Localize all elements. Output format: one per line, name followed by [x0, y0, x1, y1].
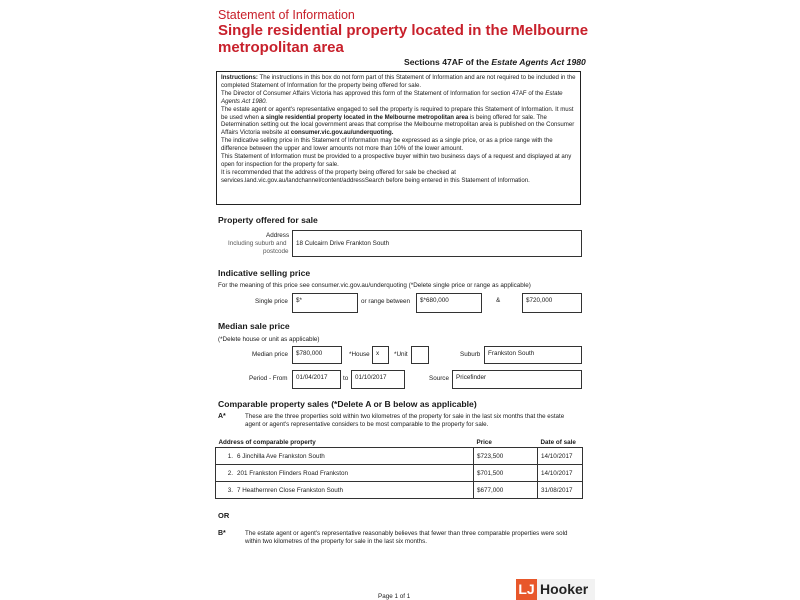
page-number: Page 1 of 1 [378, 593, 411, 600]
median-heading: Median sale price [218, 321, 290, 331]
sections-reference [404, 57, 586, 67]
single-price-label: Single price [255, 298, 288, 305]
median-price-label: Median price [252, 351, 289, 358]
instructions-label: Instructions: [221, 74, 258, 81]
instructions-p2 [221, 90, 576, 106]
comparable-address: 7 Heathernren Close Frankston South [237, 486, 344, 494]
col-address-header: Address of comparable property [218, 438, 316, 446]
row-number: 1. [227, 452, 233, 460]
indicative-note: For the meaning of this price see consumer.vic.gov.au/underquoting (*Delete single price or range as applicable) [218, 282, 531, 289]
sections-act: Estate Agents Act 1980 [491, 57, 586, 67]
table-row [216, 465, 583, 482]
period-label: Period - From [249, 375, 288, 382]
source-field[interactable]: Pricefinder [452, 370, 582, 389]
instructions-p1-text: The instructions in this box do not form part of this Statement of Information and are not required to be included in the completed Statement of Information for the property being offered for sale. [221, 74, 576, 89]
logo-mark: LJ [516, 579, 537, 600]
address-field[interactable]: 18 Culcairn Drive Frankton South [292, 230, 582, 257]
logo-name: Hooker [540, 581, 589, 597]
suburb-label: Suburb [460, 351, 481, 358]
comparable-table [215, 437, 583, 499]
period-from-field[interactable]: 01/04/2017 [292, 370, 341, 389]
col-date-header: Date of sale [540, 438, 576, 446]
range-low-field[interactable]: $*680,000 [416, 293, 482, 313]
or-label: OR [218, 511, 230, 520]
comparable-address: 6 Jinchilla Ave Frankston South [237, 452, 325, 460]
option-a-text: These are the three properties sold within two kilometres of the property for sale in the last six months that the estate agent or agent's representative considers to be most comparable to the property for sale. [245, 413, 565, 429]
col-price-header: Price [476, 438, 492, 446]
period-to-field[interactable]: 01/10/2017 [351, 370, 405, 389]
table-row [216, 482, 583, 499]
range-label: or range between [361, 298, 411, 305]
comparable-price[interactable]: $701,500 [474, 465, 538, 482]
instructions-p3-text-a: The estate agent or agent's representative engaged to sell the property is required to prepare this Statement of Information. It must be used when [221, 105, 574, 121]
comparable-price[interactable]: $677,000 [474, 482, 538, 499]
comparable-address: 201 Frankston Flinders Road Frankston [237, 469, 348, 477]
document-subtitle: Statement of Information [218, 8, 355, 22]
instructions-box [216, 71, 581, 205]
lj-hooker-logo [516, 579, 595, 600]
indicative-heading: Indicative selling price [218, 268, 311, 278]
instructions-p3-text-b: is being offered for sale. The Determination setting out the local government areas that comprise the Melbourne metropolitan area is published on the Consumer Affairs Victoria website at [221, 113, 575, 137]
median-price-field[interactable]: $780,000 [292, 346, 342, 364]
range-ampersand: & [496, 297, 501, 304]
suburb-field[interactable]: Frankston South [484, 346, 582, 364]
option-b-text: The estate agent or agent's representative reasonably believes that fewer than three comparable properties were sold within two kilometres of the property for sale in the last six months. [245, 530, 568, 546]
instructions-p3-bold: a single residential property located in the Melbourne metropolitan area [260, 113, 469, 121]
comparable-date[interactable]: 31/08/2017 [538, 482, 583, 499]
source-label: Source [429, 375, 449, 382]
row-number: 2. [227, 469, 233, 477]
row-number: 3. [227, 486, 233, 494]
address-sublabel-2: postcode [263, 248, 289, 255]
instructions-p2-text: The Director of Consumer Affairs Victoria has approved this form of the Statement of Information for section 47AF of the [221, 89, 544, 97]
comparable-date[interactable]: 14/10/2017 [538, 448, 583, 465]
comparable-address-cell[interactable] [216, 448, 474, 465]
comparable-address-cell[interactable] [216, 482, 474, 499]
house-label: *House [349, 351, 370, 358]
comparable-address-cell[interactable] [216, 465, 474, 482]
address-label: Address [266, 232, 290, 239]
underquoting-link[interactable]: consumer.vic.gov.au/underquoting. [290, 129, 394, 137]
instructions-p4: The indicative selling price in this Statement of Information may be expressed as a single price, or as a price range with the difference between the upper and lower amounts not more than 10% of the lower amount. [221, 137, 553, 153]
instructions-p6: It is recommended that the address of the property being offered for sale be checked at services.land.vic.gov.au/landchannel/content/addressSearch before being entered in this Statement of Information. [221, 168, 530, 184]
instructions-p3 [221, 106, 576, 138]
option-a-label: A* [218, 413, 226, 420]
instructions-p2-act: Estate Agents Act 1980. [221, 89, 563, 105]
comparable-price[interactable]: $723,500 [474, 448, 538, 465]
address-sublabel-1: Including suburb and [228, 240, 287, 247]
median-note: (*Delete house or unit as applicable) [218, 336, 320, 343]
instructions-p5: This Statement of Information must be provided to a prospective buyer within two business days of a request and displayed at any open for inspection for the property for sale. [221, 153, 572, 168]
instructions-p1 [221, 74, 576, 90]
house-checkbox[interactable]: x [372, 346, 389, 364]
comparable-date[interactable]: 14/10/2017 [538, 465, 583, 482]
document-title: Single residential property located in the Melbourne metropolitan area [218, 22, 589, 56]
property-heading: Property offered for sale [218, 215, 318, 225]
unit-checkbox[interactable] [411, 346, 429, 364]
unit-label: *Unit [394, 351, 408, 358]
sections-prefix: Sections 47AF of the [404, 57, 489, 67]
period-to-label: to [343, 375, 349, 382]
comparable-table-header [216, 437, 583, 448]
single-price-field[interactable]: $* [292, 293, 358, 313]
comparable-heading: Comparable property sales (*Delete A or B below as applicable) [218, 399, 477, 409]
range-high-field[interactable]: $720,000 [522, 293, 582, 313]
table-row [216, 448, 583, 465]
option-b-label: B* [218, 530, 226, 537]
